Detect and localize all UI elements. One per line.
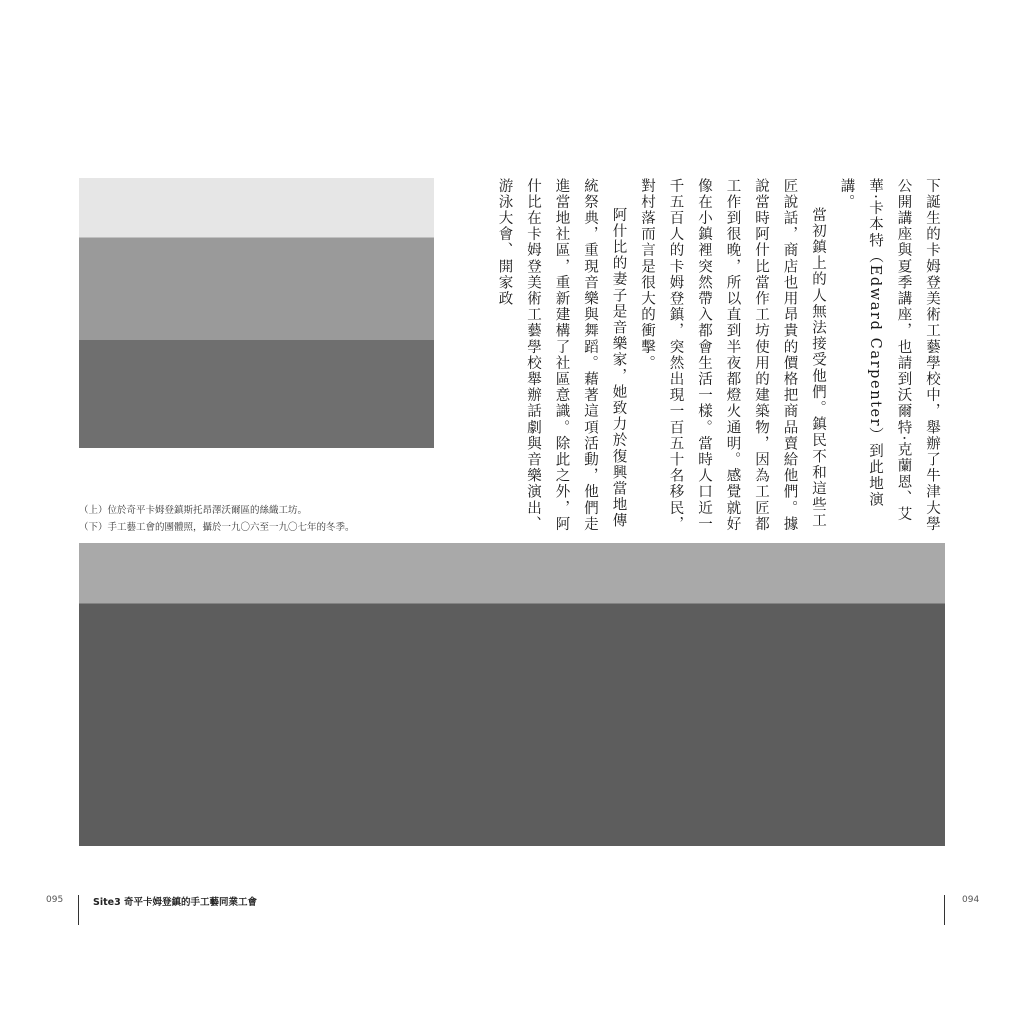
photo-workshop bbox=[79, 178, 434, 448]
footer-rule-right bbox=[944, 895, 945, 925]
body-text bbox=[490, 178, 946, 538]
paragraph-3: 阿什比的妻子是音樂家，她致力於復興當地傳統祭典，重現音樂與舞蹈。藉著這項活動，他們走進當地社區，重新建構了社區意識。除此之外，阿什比在卡姆登美術工藝學校舉辦話劇與音樂演出、游泳大會、開家政 bbox=[496, 178, 627, 533]
paragraph-2: 當初鎮上的人無法接受他們。鎮民不和這些工匠說話，商店也用昂貴的價格把商品賣給他們。據說當時阿什比當作工坊使用的建築物，因為工匠都工作到很晚，所以直到半夜都燈火通明。感覺就好像在小鎮裡突然帶入都會生活一樣。當時人口近一千五百人的卡姆登鎮，突然出現一百五十名移民，對村落而言是很大的衝擊。 bbox=[639, 178, 826, 533]
page-number-left: 095 bbox=[46, 895, 64, 905]
paragraph-1: 下誕生的卡姆登美術工藝學校中，舉辦了牛津大學公開講座與夏季講座，也請到沃爾特·克蘭恩、艾華·卡本特（Edward Carpenter）到此地演講。 bbox=[838, 178, 940, 533]
caption-bottom: （下）手工藝工會的團體照，攝於一九〇六至一九〇七年的冬季。 bbox=[79, 522, 355, 533]
page-number-right: 094 bbox=[962, 895, 980, 905]
chapter-title: Site3 奇平卡姆登鎮的手工藝同業工會 bbox=[93, 897, 258, 908]
caption-top: （上）位於奇平卡姆登鎮斯托昂澤沃爾區的絲織工坊。 bbox=[79, 505, 308, 516]
footer-rule-left bbox=[78, 895, 79, 925]
photo-guild-group bbox=[79, 543, 945, 846]
photo-captions bbox=[79, 502, 355, 536]
